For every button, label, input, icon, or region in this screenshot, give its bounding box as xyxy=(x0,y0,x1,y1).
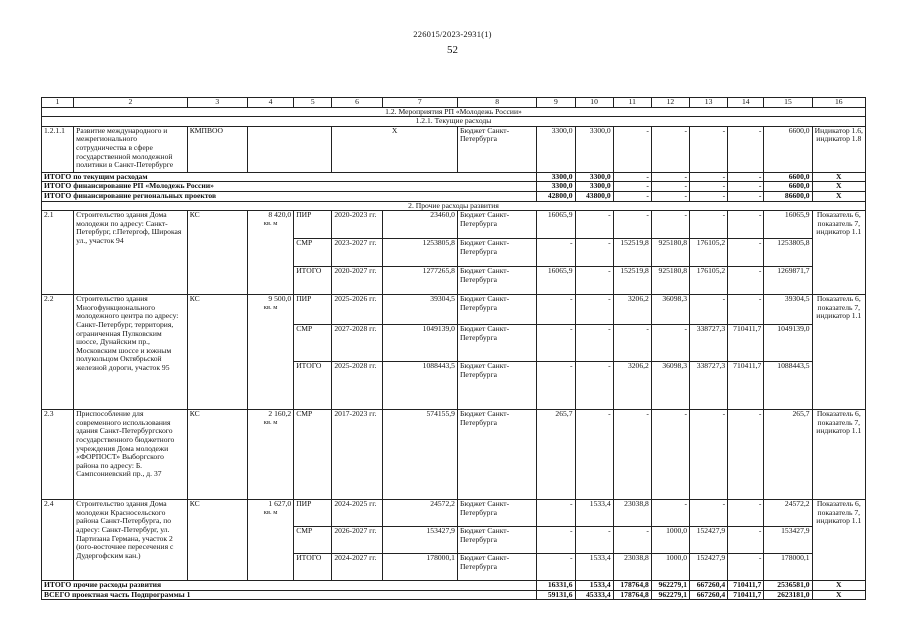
total-value: - xyxy=(728,182,764,192)
total-value: 962279,1 xyxy=(651,590,689,600)
column-number-cell: 16 xyxy=(812,98,865,108)
stage-cell: ПИР xyxy=(294,295,332,325)
section-header-row xyxy=(42,201,866,211)
responsible-org: КС xyxy=(187,500,247,581)
value-cell: 265,7 xyxy=(764,410,812,500)
value-cell: - xyxy=(728,410,764,500)
value-cell: - xyxy=(728,527,764,554)
total-value: - xyxy=(613,191,651,201)
total-value: 710411,7 xyxy=(728,590,764,600)
column-number-row xyxy=(42,98,866,108)
total-value: 2623181,0 xyxy=(764,590,812,600)
value-cell: 178000,1 xyxy=(764,554,812,581)
area-cell xyxy=(247,410,293,500)
value-cell: - xyxy=(690,126,728,172)
total-value: - xyxy=(728,191,764,201)
stage-cell: ПИР xyxy=(294,500,332,527)
total-value: - xyxy=(690,182,728,192)
total-row xyxy=(42,182,866,192)
cost-cell: 39304,5 xyxy=(382,295,457,325)
col6-cell: Х xyxy=(332,126,458,172)
item-number: 2.1 xyxy=(42,211,74,295)
cost-cell: 23460,0 xyxy=(382,211,457,239)
value-cell: - xyxy=(613,211,651,239)
item-number: 2.4 xyxy=(42,500,74,581)
value-cell: - xyxy=(651,126,689,172)
total-value: 6600,0 xyxy=(764,182,812,192)
value-cell: - xyxy=(537,527,575,554)
total-label: ИТОГО по текущим расходам xyxy=(42,172,537,182)
total-value: - xyxy=(651,191,689,201)
total-value: 3300,0 xyxy=(575,182,613,192)
total-value: - xyxy=(613,182,651,192)
value-cell: - xyxy=(537,500,575,527)
value-cell: 176105,2 xyxy=(690,239,728,267)
value-cell: 265,7 xyxy=(537,410,575,500)
cost-cell: 1088443,5 xyxy=(382,362,457,410)
item-number: 2.3 xyxy=(42,410,74,500)
cost-cell: 1049139,0 xyxy=(382,325,457,362)
value-cell: 1088443,5 xyxy=(764,362,812,410)
period-cell: 2017-2023 гг. xyxy=(332,410,382,500)
value-cell: - xyxy=(537,295,575,325)
section-title: 2. Прочие расходы развития xyxy=(42,201,866,211)
stage-cell: ПИР xyxy=(294,211,332,239)
value-cell: - xyxy=(613,325,651,362)
period-cell: 2020-2023 гг. xyxy=(332,211,382,239)
column-number-cell: 14 xyxy=(728,98,764,108)
value-cell: 39304,5 xyxy=(764,295,812,325)
indicator-cell: Показатель 6, показатель 7, индикатор 1.1 xyxy=(812,295,865,410)
subsection-title: 1.2.1. Текущие расходы xyxy=(42,117,866,127)
funding-source: Бюджет Санкт-Петербурга xyxy=(457,126,536,172)
item-name: Строительство здания Многофункционального молодежного центра по адресу: Санкт-Петербург, территория, ограниченная Пулковским шоссе, Дунайским пр., Московским шоссе и южным полукольцом Октябрьской железной дороги, участок 95 xyxy=(74,295,188,410)
period-cell: 2025-2026 гг. xyxy=(332,295,382,325)
area-cell xyxy=(247,500,293,581)
total-value: 43800,0 xyxy=(575,191,613,201)
total-value: 3300,0 xyxy=(575,172,613,182)
value-cell: 1533,4 xyxy=(575,554,613,581)
column-number-cell: 8 xyxy=(457,98,536,108)
cost-cell: 574155,9 xyxy=(382,410,457,500)
area-unit: кв. м xyxy=(263,219,278,227)
value-cell: - xyxy=(690,295,728,325)
value-cell: - xyxy=(690,500,728,527)
total-label: ИТОГО прочие расходы развития xyxy=(42,581,537,591)
column-number-cell: 6 xyxy=(332,98,382,108)
funding-source: Бюджет Санкт-Петербурга xyxy=(457,325,536,362)
item-name: Строительство здания Дома молодежи Красносельского района Санкт-Петербурга, по адресу: Санкт-Петербург, ул. Партизана Германа, участок 2 (юго-восточнее пересечения с Дудергофским кан.) xyxy=(74,500,188,581)
item-number: 1.2.1.1 xyxy=(42,126,74,172)
value-cell: 6600,0 xyxy=(764,126,812,172)
responsible-org: КС xyxy=(187,295,247,410)
area-value: 8 420,0 xyxy=(268,210,292,220)
value-cell: - xyxy=(575,295,613,325)
funding-source: Бюджет Санкт-Петербурга xyxy=(457,295,536,325)
value-cell: 710411,7 xyxy=(728,325,764,362)
item-name: Строительство здания Дома молодежи по адресу: Санкт-Петербург, г.Петергоф, Широкая ул., участок 94 xyxy=(74,211,188,295)
value-cell: 3206,2 xyxy=(613,295,651,325)
period-cell: 2026-2027 гг. xyxy=(332,527,382,554)
value-cell: - xyxy=(651,211,689,239)
value-cell: 23038,8 xyxy=(613,500,651,527)
value-cell: 925180,8 xyxy=(651,267,689,295)
period-cell: 2024-2025 гг. xyxy=(332,500,382,527)
value-cell: 23038,8 xyxy=(613,554,651,581)
section-title: 1.2. Мероприятия РП «Молодежь России» xyxy=(42,107,866,117)
total-value: 667260,4 xyxy=(690,581,728,591)
total-value: 86600,0 xyxy=(764,191,812,201)
value-cell: - xyxy=(537,362,575,410)
cost-cell: 24572,2 xyxy=(382,500,457,527)
subsection-header-row xyxy=(42,117,866,127)
area-cell xyxy=(247,126,331,172)
period-cell: 2023-2027 гг. xyxy=(332,239,382,267)
value-cell: - xyxy=(728,211,764,239)
funding-source: Бюджет Санкт-Петербурга xyxy=(457,527,536,554)
cost-cell: 1277265,8 xyxy=(382,267,457,295)
responsible-org: КС xyxy=(187,410,247,500)
value-cell: 1269871,7 xyxy=(764,267,812,295)
value-cell: 3300,0 xyxy=(537,126,575,172)
value-cell: - xyxy=(651,325,689,362)
indicator-cell: Показатель 6, показатель 7, индикатор 1.1 xyxy=(812,500,865,581)
column-number-cell: 10 xyxy=(575,98,613,108)
column-number-cell: 9 xyxy=(537,98,575,108)
column-number-cell: 3 xyxy=(187,98,247,108)
stage-cell: СМР xyxy=(294,527,332,554)
indicator-cell: Показатель 6, показатель 7, индикатор 1.1 xyxy=(812,211,865,295)
value-cell: - xyxy=(613,126,651,172)
indicator-cell: Индикатор 1.6, индикатор 1.8 xyxy=(812,126,865,172)
total-value: 59131,6 xyxy=(537,590,575,600)
value-cell: 36098,3 xyxy=(651,295,689,325)
item-number: 2.2 xyxy=(42,295,74,410)
column-number-cell: 7 xyxy=(382,98,457,108)
column-number-cell: 15 xyxy=(764,98,812,108)
total-label: ИТОГО финансирование региональных проектов xyxy=(42,191,537,201)
funding-source: Бюджет Санкт-Петербурга xyxy=(457,500,536,527)
total-mark: Х xyxy=(812,172,865,182)
table-row xyxy=(42,126,866,172)
value-cell: 3206,2 xyxy=(613,362,651,410)
total-mark: Х xyxy=(812,590,865,600)
cost-cell: 1253805,8 xyxy=(382,239,457,267)
total-value: 962279,1 xyxy=(651,581,689,591)
cost-cell: 178000,1 xyxy=(382,554,457,581)
area-cell xyxy=(247,211,293,295)
total-value: 710411,7 xyxy=(728,581,764,591)
item-name: Приспособление для современного использования здания Санкт-Петербургского государственного бюджетного учреждения Дома молодежи «ФОРПОСТ» Выборгского района по адресу: Б. Сампсониевский пр., д. 37 xyxy=(74,410,188,500)
value-cell: - xyxy=(575,410,613,500)
value-cell: - xyxy=(728,295,764,325)
value-cell: - xyxy=(728,500,764,527)
value-cell: - xyxy=(651,410,689,500)
total-label: ВСЕГО проектная часть Подпрограммы 1 xyxy=(42,590,537,600)
value-cell: - xyxy=(575,211,613,239)
document-code: 226015/2023-2931(1) xyxy=(413,29,492,39)
column-number-cell: 5 xyxy=(294,98,332,108)
table-row xyxy=(42,211,866,239)
value-cell: - xyxy=(728,239,764,267)
table-row xyxy=(42,500,866,527)
total-value: - xyxy=(690,172,728,182)
period-cell: 2020-2027 гг. xyxy=(332,267,382,295)
period-cell: 2025-2028 гг. xyxy=(332,362,382,410)
column-number-cell: 2 xyxy=(74,98,188,108)
value-cell: - xyxy=(690,410,728,500)
value-cell: - xyxy=(690,211,728,239)
value-cell: - xyxy=(575,325,613,362)
column-number-cell: 13 xyxy=(690,98,728,108)
stage-cell: СМР xyxy=(294,325,332,362)
value-cell: 152427,9 xyxy=(690,554,728,581)
total-row xyxy=(42,581,866,591)
value-cell: 16065,9 xyxy=(537,267,575,295)
cost-cell: 153427,9 xyxy=(382,527,457,554)
section-header-row xyxy=(42,107,866,117)
page-number: 52 xyxy=(447,44,458,56)
total-value: 178764,8 xyxy=(613,581,651,591)
value-cell: - xyxy=(728,554,764,581)
value-cell: - xyxy=(651,500,689,527)
budget-table xyxy=(41,97,866,600)
value-cell: - xyxy=(613,410,651,500)
responsible-org: КМПВОО xyxy=(187,126,247,172)
total-value: - xyxy=(613,172,651,182)
total-value: - xyxy=(651,182,689,192)
total-value: 667260,4 xyxy=(690,590,728,600)
value-cell: 1049139,0 xyxy=(764,325,812,362)
total-value: - xyxy=(690,191,728,201)
total-value: 178764,8 xyxy=(613,590,651,600)
value-cell: 16065,9 xyxy=(537,211,575,239)
value-cell: - xyxy=(728,267,764,295)
period-cell: 2027-2028 гг. xyxy=(332,325,382,362)
total-value: 2536581,0 xyxy=(764,581,812,591)
total-value: 42800,0 xyxy=(537,191,575,201)
value-cell: - xyxy=(575,239,613,267)
value-cell: 1000,0 xyxy=(651,554,689,581)
value-cell: - xyxy=(613,527,651,554)
total-mark: Х xyxy=(812,191,865,201)
column-number-cell: 1 xyxy=(42,98,74,108)
period-cell: 2024-2027 гг. xyxy=(332,554,382,581)
area-value: 1 627,0 xyxy=(268,499,292,509)
value-cell: - xyxy=(575,267,613,295)
funding-source: Бюджет Санкт-Петербурга xyxy=(457,239,536,267)
value-cell: 36098,3 xyxy=(651,362,689,410)
funding-source: Бюджет Санкт-Петербурга xyxy=(457,410,536,500)
value-cell: 338727,3 xyxy=(690,362,728,410)
funding-source: Бюджет Санкт-Петербурга xyxy=(457,211,536,239)
area-unit: кв. м xyxy=(263,418,278,426)
value-cell: - xyxy=(575,362,613,410)
value-cell: 153427,9 xyxy=(764,527,812,554)
total-value: 16331,6 xyxy=(537,581,575,591)
total-value: - xyxy=(651,172,689,182)
value-cell: - xyxy=(575,527,613,554)
column-number-cell: 12 xyxy=(651,98,689,108)
value-cell: 152519,8 xyxy=(613,267,651,295)
funding-source: Бюджет Санкт-Петербурга xyxy=(457,554,536,581)
value-cell: 176105,2 xyxy=(690,267,728,295)
funding-source: Бюджет Санкт-Петербурга xyxy=(457,267,536,295)
stage-cell: СМР xyxy=(294,410,332,500)
total-row xyxy=(42,172,866,182)
area-unit: кв. м xyxy=(263,303,278,311)
area-unit: кв. м xyxy=(263,508,278,516)
total-label: ИТОГО финансирование РП «Молодежь России» xyxy=(42,182,537,192)
value-cell: - xyxy=(537,554,575,581)
total-value: 3300,0 xyxy=(537,172,575,182)
value-cell: 152427,9 xyxy=(690,527,728,554)
column-number-cell: 11 xyxy=(613,98,651,108)
value-cell: 338727,3 xyxy=(690,325,728,362)
value-cell: 16065,9 xyxy=(764,211,812,239)
stage-cell: ИТОГО xyxy=(294,554,332,581)
area-value: 9 500,0 xyxy=(268,294,292,304)
table-row xyxy=(42,410,866,500)
total-value: 3300,0 xyxy=(537,182,575,192)
area-cell xyxy=(247,295,293,410)
total-value: - xyxy=(728,172,764,182)
area-value: 2 160,2 xyxy=(268,409,292,419)
value-cell: 925180,8 xyxy=(651,239,689,267)
value-cell: 3300,0 xyxy=(575,126,613,172)
responsible-org: КС xyxy=(187,211,247,295)
value-cell: 24572,2 xyxy=(764,500,812,527)
stage-cell: ИТОГО xyxy=(294,362,332,410)
funding-source: Бюджет Санкт-Петербурга xyxy=(457,362,536,410)
total-row xyxy=(42,590,866,600)
value-cell: 1253805,8 xyxy=(764,239,812,267)
total-row xyxy=(42,191,866,201)
column-number-cell: 4 xyxy=(247,98,293,108)
value-cell: 152519,8 xyxy=(613,239,651,267)
indicator-cell: Показатель 6, показатель 7, индикатор 1.1 xyxy=(812,410,865,500)
value-cell: - xyxy=(537,239,575,267)
total-value: 6600,0 xyxy=(764,172,812,182)
table-row xyxy=(42,295,866,325)
value-cell: 1000,0 xyxy=(651,527,689,554)
value-cell: - xyxy=(728,126,764,172)
value-cell: 1533,4 xyxy=(575,500,613,527)
stage-cell: СМР xyxy=(294,239,332,267)
total-mark: Х xyxy=(812,581,865,591)
item-name: Развитие международного и межрегионального сотрудничества в сфере государственной молодежной политики в Санкт-Петербурге xyxy=(74,126,188,172)
total-value: 45333,4 xyxy=(575,590,613,600)
total-value: 1533,4 xyxy=(575,581,613,591)
stage-cell: ИТОГО xyxy=(294,267,332,295)
value-cell: 710411,7 xyxy=(728,362,764,410)
total-mark: Х xyxy=(812,182,865,192)
value-cell: - xyxy=(537,325,575,362)
